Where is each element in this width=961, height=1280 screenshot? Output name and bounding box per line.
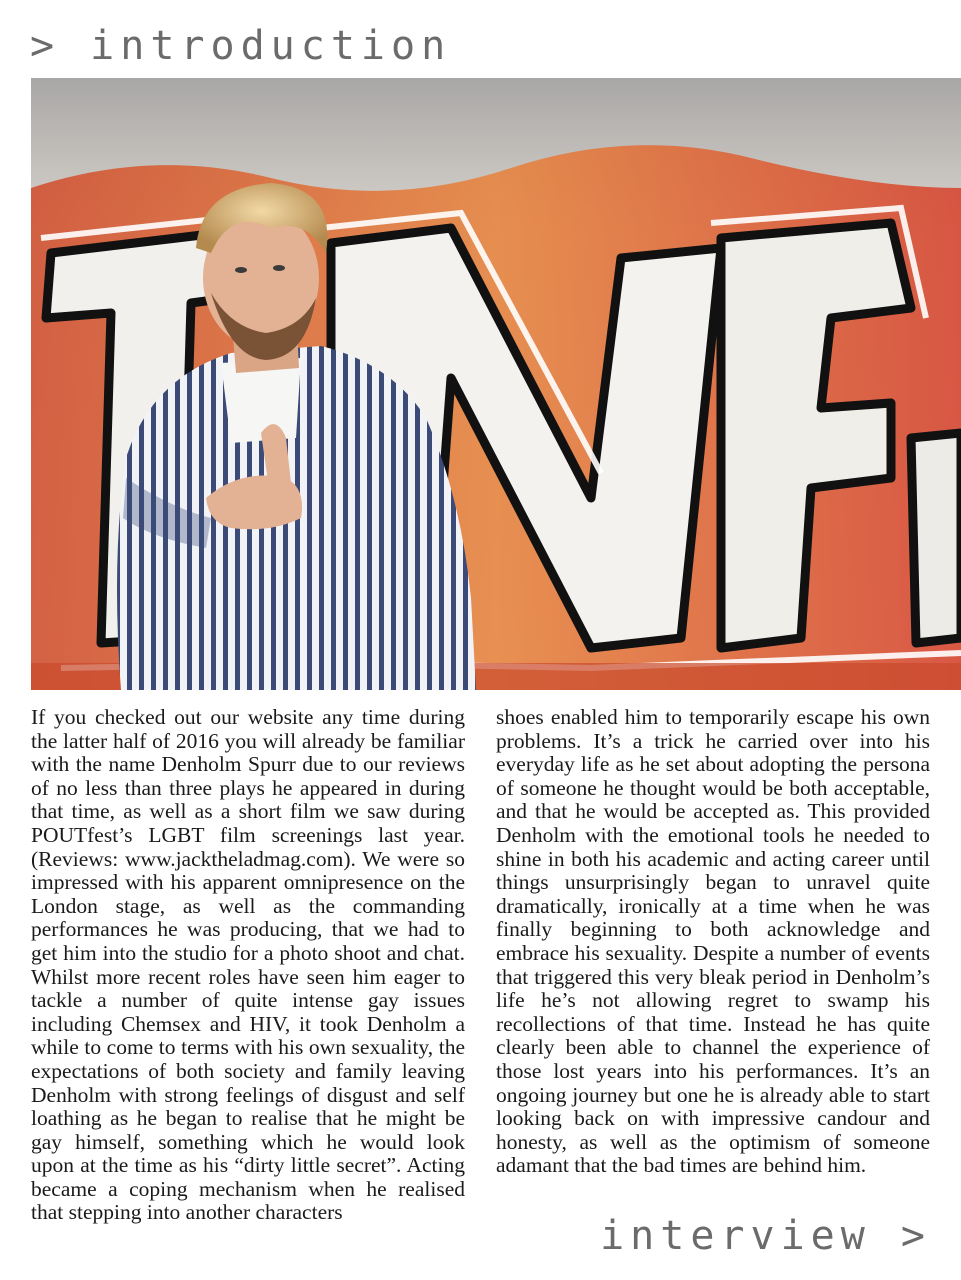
article-column-2: shoes enabled him to temporarily escape his own problems. It’s a trick he carried over into his everyday life as he set about adopting the persona of someone he thought would be both acceptable, and that he would be accepted as. This provided Denholm with the emotional tools he needed to shine in both his academic and acting career until things unsurprisingly began to unravel quite dramatically, ironically at a time when he was finally beginning to both acknowledge and embrace his sexuality. Despite a number of events that triggered this very bleak period in Denholm’s life he’s not allowing regret to swamp his recollections of that time. Instead he has quite clearly been able to channel the experience of those lost years into his performances. It’s an ongoing journey but one he is already able to start looking back on with impressive candour and honesty, as well as the optimism of someone adamant that the bad times are behind him. — [496, 706, 930, 1178]
photo-illustration — [31, 78, 961, 690]
next-section-link[interactable]: interview > — [600, 1213, 931, 1259]
article-body — [31, 706, 931, 1251]
section-header: > introduction — [30, 23, 452, 69]
article-column-1: If you checked out our website any time during the latter half of 2016 you will already be familiar with the name Denholm Spurr due to our reviews of no less than three plays he appeared in during that time, as well as a short film we saw during POUTfest’s LGBT film screenings last year. (Reviews: www.jacktheladmag.com). We were so impressed with his apparent omnipresence on the London stage, as well as the commanding performances he was producing, that we had to get him into the studio for a photo shoot and chat. Whilst more recent roles have seen him eager to tackle a number of quite intense gay issues including Chemsex and HIV, it took Denholm a while to come to terms with his own sexuality, the expectations of both society and family leaving Denholm with strong feelings of disgust and self loathing as he began to realise that he might be gay himself, something which he would look upon at the time as his “dirty little secret”. Acting became a coping mechanism when he realised that stepping into another characters — [31, 706, 465, 1225]
article-photo — [31, 78, 961, 690]
